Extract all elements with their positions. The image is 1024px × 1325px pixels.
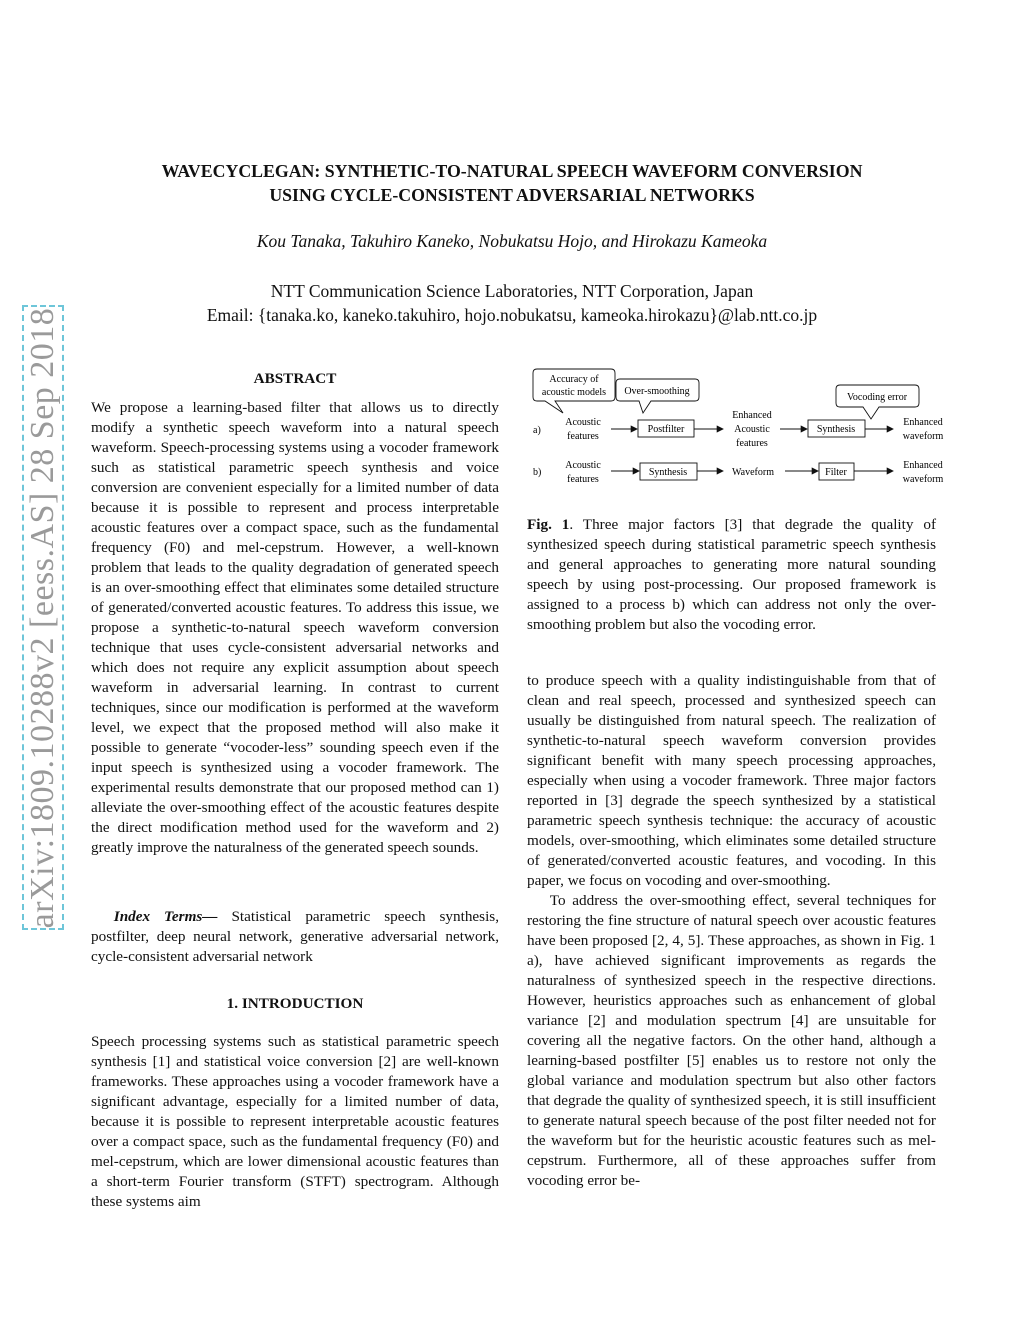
- index-terms: [91, 907, 499, 967]
- b-waveform: Waveform: [732, 467, 774, 478]
- a-enhanced-line1: Enhanced: [732, 410, 772, 421]
- row-b-label: b): [533, 467, 542, 478]
- intro-left-column: [91, 1032, 499, 1212]
- index-terms-text: Statistical parametric speech synthesis, postfilter, deep neural network, generative adversarial network, cycle-consistent adversarial network: [91, 908, 499, 965]
- caption-label: Fig. 1: [527, 516, 570, 533]
- intro-left-text: Speech processing systems such as statistical parametric speech synthesis [1] and statistical voice conversion [2] are well-known frameworks. These approaches using a vocoder framework have a significant advantage, especially for a limited number of data, because it is possible to represent interpretable acoustic features over a compact space, such as the fundamental frequency (F0) and mel-cepstrum, which are lower dimensional acoustic features than a short-term Fourier transform (STFT) spectrogram. Although these systems aim: [91, 1033, 499, 1210]
- title-line-2: USING CYCLE-CONSISTENT ADVERSARIAL NETWORKS: [269, 185, 755, 205]
- authors: Kou Tanaka, Takuhiro Kaneko, Nobukatsu Hojo, and Hirokazu Kameoka: [256, 231, 768, 251]
- abstract-heading: ABSTRACT: [253, 370, 337, 387]
- a-enhanced-line3: features: [736, 438, 768, 449]
- figure-1-diagram: [527, 367, 952, 497]
- title-line-1: WAVECYCLEGAN: SYNTHETIC-TO-NATURAL SPEECH WAVEFORM CONVERSION: [161, 161, 863, 181]
- callout-accuracy: [533, 369, 615, 413]
- figure-1-caption: [527, 515, 936, 635]
- a-enhanced-wave-line1: Enhanced: [903, 417, 943, 428]
- abstract-text: We propose a learning-based filter that allows us to directly modify a synthetic speech waveform into a natural speech waveform. Speech-processing systems using a vocoder framework such as statistical parametric speech synthesis and voice conversion are convenient especially for a limited number of data because it is possible to represent and process interpretable acoustic features over a compact space, such as the fundamental frequency (F0) and mel-cepstrum. However, a well-known problem that leads to the quality degradation of generated speech is an over-smoothing effect that eliminates some detailed structure of generated/converted acoustic features. To address this issue, we propose a synthetic-to-natural speech waveform conversion technique that uses cycle-consistent adversarial networks and which does not require any explicit assumption about speech waveform in adversarial learning. In contrast to current techniques, since our modification is performed at the waveform level, we expect that the proposed method will also make it possible to generate “vocoder-less” sounding speech even if the input speech is synthesized using a vocoder framework. The experimental results demonstrate that our proposed method can 1) alleviate the over-smoothing effect of the acoustic features despite the direct modification method used for the waveform and 2) greatly improve the naturalness of the generated speech sounds.: [91, 399, 499, 856]
- callout-accuracy-line1: Accuracy of: [549, 374, 599, 385]
- a-acoustic-line1: Acoustic: [565, 417, 601, 428]
- b-enhanced-wave-line1: Enhanced: [903, 460, 943, 471]
- b-filter: Filter: [825, 467, 847, 478]
- intro-right-column: [527, 671, 936, 1191]
- b-synthesis: Synthesis: [648, 467, 688, 478]
- a-enhanced-line2: Acoustic: [734, 424, 770, 435]
- callout-oversmoothing: [616, 379, 699, 413]
- a-postfilter: Postfilter: [647, 424, 685, 435]
- b-acoustic-line2: features: [567, 474, 599, 485]
- b-enhanced-wave-line2: waveform: [902, 474, 944, 485]
- callout-oversmoothing-text: Over-smoothing: [624, 386, 690, 397]
- email: Email: {tanaka.ko, kaneko.takuhiro, hojo.nobukatsu, kameoka.hirokazu}@lab.ntt.co.jp: [206, 305, 818, 325]
- callout-vocoding: [836, 385, 919, 419]
- paper-title: [100, 159, 924, 207]
- affiliation: NTT Communication Science Laboratories, NTT Corporation, Japan: [270, 281, 754, 301]
- arxiv-id: arXiv:1809.10288v2 [eess.AS] 28 Sep 2018: [24, 307, 61, 928]
- callout-accuracy-line2: acoustic models: [541, 387, 607, 398]
- abstract-body: [91, 398, 499, 858]
- a-acoustic-line2: features: [567, 431, 599, 442]
- intro-right-p1: to produce speech with a quality indistinguishable from that of clean and real speech, processed and synthesized speech can usually be distinguished from natural speech. The realization of synthetic-to-natural speech waveform conversion provides significant benefit with many speech processing approaches, especially when using a vocoder framework. Three major factors reported in [3] degrade the speech synthesized by a statistical parametric speech synthesis technique: the accuracy of acoustic models, over-smoothing, which eliminates some detailed structure of generated/converted acoustic features, and vocoding. In this paper, we focus on vocoding and over-smoothing.: [527, 672, 936, 889]
- row-a-label: a): [533, 425, 541, 436]
- intro-heading: 1. INTRODUCTION: [226, 995, 364, 1012]
- index-terms-label: Index Terms—: [113, 908, 218, 925]
- a-enhanced-wave-line2: waveform: [902, 431, 944, 442]
- intro-right-p2: To address the over-smoothing effect, several techniques for restoring the fine structure of natural speech over acoustic features have been proposed [2, 4, 5]. These approaches, as shown in Fig. 1 a), have achieved significant improvements as regards the naturalness of synthesized speech in the respective directions. However, heuristics approaches such as enhancement of global variance [2] and modulation spectrum [4] are unsuitable for covering all the negative factors. On the other hand, although a learning-based postfilter [5] enables us to restore not only the global variance and modulation spectrum but also other factors that degrade the quality of synthesized speech, it is still insufficient to generate natural speech because of the post filter needed not for the waveform but for the heuristic acoustic features such as mel-cepstrum. Furthermore, all of these approaches suffer from vocoding error be-: [527, 892, 936, 1189]
- caption-text: . Three major factors [3] that degrade the quality of synthesized speech during statistical parametric speech synthesis and general approaches to generating more natural sounding speech by using post-processing. Our proposed framework is assigned to a process b) which can address not only the over-smoothing problem but also the vocoding error.: [527, 516, 936, 633]
- a-synthesis: Synthesis: [816, 424, 856, 435]
- arxiv-stamp: [22, 305, 64, 930]
- b-acoustic-line1: Acoustic: [565, 460, 601, 471]
- affiliation-block: [100, 279, 924, 327]
- callout-vocoding-text: Vocoding error: [846, 392, 908, 403]
